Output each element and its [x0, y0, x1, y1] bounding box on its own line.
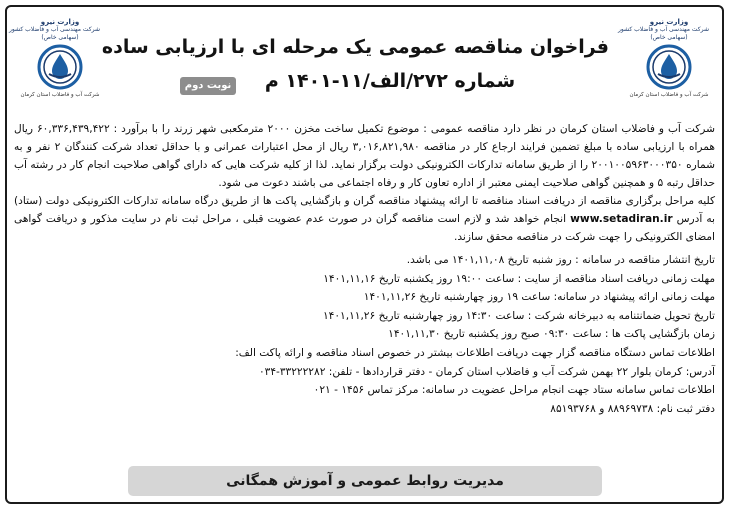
intro-paragraph: شرکت آب و فاضلاب استان کرمان در نظر دارد مناقصه عمومی : موضوع تکمیل ساخت مخزن ۲۰۰۰ مترمکعبی شهر زرند را با برآورد : ۶۰,۳۳۶,۴۳۹,۴۲۲ ریال همراه با ارزیابی ساده با مبلغ تضمین فرایند ارجاع کار در مناقصه ۳,۰۱۶,۸۲۱,۹۸۰ ریال از محل اعتبارات عمرانی و با حداقل تعداد شرکت کنندگان ۲ نفر و به شماره ۲۰۰۱۰۰۵۹۶۳۰۰۰۳۵۰ را از طریق سامانه تدارکات الکترونیکی دولت برگزار نماید. لذا از کلیه شرکت هایی که دارای گواهی صلاحیت انجام کار در رشته آب حداقل رتبه ۵ و همچنین گواهی صلاحیت ایمنی معتبر از اداره تعاون کار و رفاه اجتماعی می باشند دعوت می شود. — [14, 123, 715, 189]
setad-url-link[interactable]: www.setadiran.ir — [570, 213, 673, 225]
procedure-paragraph — [14, 192, 715, 246]
logo-subtitle: شرکت آب و فاضلاب استان کرمان — [629, 92, 709, 98]
logo-company: شرکت مهندسی آب و فاضلاب کشور — [8, 26, 100, 33]
notice-body — [14, 120, 715, 418]
logo-company-type: (سهامی خاص) — [41, 34, 79, 41]
logo-company-type: (سهامی خاص) — [650, 34, 688, 41]
notice-title: فراخوان مناقصه عمومی یک مرحله ای با ارزیابی ساده — [101, 36, 609, 58]
org-logo-left — [8, 18, 100, 110]
logo-ministry: وزارت نیرو — [40, 18, 80, 26]
logo-subtitle: شرکت آب و فاضلاب استان کرمان — [20, 92, 100, 98]
procedure-text-a: کلیه مراحل برگزاری مناقصه از دریافت اسناد مناقصه تا ارائه پیشنهاد مناقصه گران و بازگشایی پاکت ها از طریق درگاه سامانه تدارکات الکترونیکی دولت (ستاد) به آدرس — [14, 195, 715, 225]
water-drop-logo-icon — [646, 44, 692, 90]
org-logo-right — [617, 18, 709, 110]
list-item: آدرس: کرمان بلوار ۲۲ بهمن شرکت آب و فاضلاب استان کرمان - دفتر قراردادها - تلفن: ۳۳۲۲۲۲۸۲-۰۳۴ — [258, 365, 715, 378]
procedure-text-b: انجام خواهد شد و لازم است مناقصه گران در صورت عدم عضویت قبلی ، مراحل ثبت نام در سایت مذکور و دریافت گواهی امضای الکترونیکی را جهت شرکت در مناقصه محقق سازند. — [14, 213, 715, 243]
tender-number: شماره ۲۷۲/الف/۱۱-۱۴۰۱ م — [264, 70, 516, 92]
list-item: زمان بازگشایی پاکت ها : ساعت ۰۹:۳۰ صبح روز یکشنبه تاریخ ۱۴۰۱,۱۱,۳۰ — [388, 328, 715, 341]
logo-company: شرکت مهندسی آب و فاضلاب کشور — [617, 26, 709, 33]
list-item: اطلاعات تماس دستگاه مناقصه گزار جهت دریافت اطلاعات بیشتر در خصوص اسناد مناقصه و ارائه پاکت الف: — [235, 346, 715, 359]
list-item: دفتر ثبت نام: ۸۸۹۶۹۷۳۸ و ۸۵۱۹۳۷۶۸ — [550, 402, 715, 415]
round-badge: نوبت دوم — [180, 77, 236, 95]
list-item: مهلت زمانی دریافت اسناد مناقصه از سایت : ساعت ۱۹:۰۰ روز یکشنبه تاریخ ۱۴۰۱,۱۱,۱۶ — [323, 272, 715, 285]
list-item: تاریخ تحویل ضمانتنامه به دبیرخانه شرکت : ساعت ۱۴:۳۰ روز چهارشنبه تاریخ ۱۴۰۱,۱۱,۲۶ — [322, 309, 715, 322]
footer-banner: مدیریت روابط عمومی و آموزش همگانی — [128, 466, 602, 496]
list-item: تاریخ انتشار مناقصه در سامانه : روز شنبه تاریخ ۱۴۰۱,۱۱,۰۸ می باشد. — [406, 254, 715, 266]
list-item: اطلاعات تماس سامانه ستاد جهت انجام مراحل عضویت در سامانه: مرکز تماس ۱۴۵۶ - ۰۲۱ — [313, 384, 715, 397]
logo-ministry: وزارت نیرو — [649, 18, 689, 26]
water-drop-logo-icon — [37, 44, 83, 90]
schedule-list — [14, 251, 715, 418]
list-item: مهلت زمانی ارائه پیشنهاد در سامانه: ساعت ۱۹ روز چهارشنبه تاریخ ۱۴۰۱,۱۱,۲۶ — [363, 291, 715, 304]
